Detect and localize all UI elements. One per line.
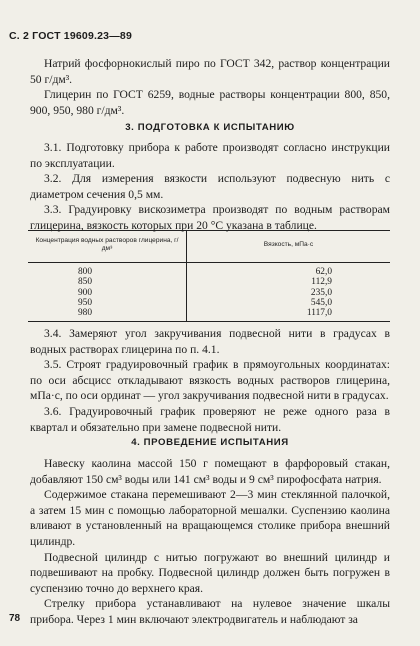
clause-3-3: 3.3. Градуировку вискозиметра производят по водным растворам глицерина, вязкость которых при 20 °С указана в таблице.	[30, 203, 390, 232]
procedure-paragraph: Содержимое стакана перемешивают 2—3 мин стеклянной палочкой, а затем 15 мин с помощью лабораторной мешалки. Суспензию каолина вливают в установленный на вращающемся столике прибора внешний цилиндр.	[30, 488, 390, 548]
table-row	[28, 298, 390, 308]
table-row	[28, 308, 390, 321]
section-4-body	[30, 456, 390, 628]
table-row	[28, 277, 390, 287]
page-number: 78	[9, 613, 21, 624]
clause-3-1: 3.1. Подготовку прибора к работе производят согласно инструкции по эксплуатации.	[30, 141, 390, 170]
table-row	[28, 262, 390, 277]
clause-3-2: 3.2. Для измерения вязкости используют подвесную нить с диаметром сечения 0,5 мм.	[30, 172, 390, 201]
section-3-body-continued	[30, 326, 390, 435]
table-cell-viscosity: 1117,0	[187, 308, 391, 321]
table-cell-concentration: 980	[28, 308, 187, 321]
table-cell-viscosity: 235,0	[310, 287, 332, 298]
table-cell-concentration: 850	[28, 277, 187, 287]
table-cell-viscosity: 62,0	[315, 266, 332, 277]
clause-3-4: 3.4. Замеряют угол закручивания подвесной нити в градусах в водных растворах глицерина по п. 4.1.	[30, 327, 390, 356]
table-header-viscosity: Вязкость, мПа·с	[187, 231, 391, 263]
section-4-title: 4. ПРОВЕДЕНИЕ ИСПЫТАНИЯ	[131, 437, 289, 448]
clause-3-5: 3.5. Строят градуировочный график в прямоугольных координатах: по оси абсцисс откладывают вязкость водных растворов глицерина, мПа·с, по оси ординат — угол закручивания подвесной нити в градусах.	[30, 358, 390, 403]
reagent-glycerin: Глицерин по ГОСТ 6259, водные растворы концентрации 800, 850, 900, 950, 980 г/дм³.	[30, 88, 390, 117]
table-row	[28, 288, 390, 298]
viscosity-table	[28, 230, 390, 322]
table-header-concentration: Концентрация водных растворов глицерина, г/дм³	[28, 231, 187, 263]
table-cell-concentration: 950	[28, 298, 187, 308]
table-cell-viscosity: 112,9	[311, 277, 332, 288]
section-3-body	[30, 140, 390, 234]
section-3-title: 3. ПОДГОТОВКА К ИСПЫТАНИЮ	[125, 122, 295, 133]
table-cell-viscosity: 545,0	[310, 298, 332, 309]
page-header: С. 2 ГОСТ 19609.23—89	[9, 30, 132, 42]
table-cell-concentration: 900	[28, 288, 187, 298]
reagent-sodium-pyrophosphate: Натрий фосфорнокислый пиро по ГОСТ 342, раствор концентрации 50 г/дм³.	[30, 57, 390, 86]
reagents-block	[30, 56, 390, 118]
table-cell-concentration: 800	[28, 262, 187, 277]
procedure-paragraph: Навеску каолина массой 150 г помещают в фарфоровый стакан, добавляют 150 см³ воды или 141 см³ воды и 9 см³ пирофосфата натрия.	[30, 457, 390, 486]
viscosity-table-wrap	[28, 230, 388, 322]
clause-3-6: 3.6. Градуировочный график проверяют не реже одного раза в квартал и обязательно при замене подвесной нити.	[30, 404, 390, 434]
procedure-paragraph: Подвесной цилиндр с нитью погружают во внешний цилиндр и подвешивают на пробку. Подвесной цилиндр должен быть погружен в суспензию точно до верхнего края.	[30, 550, 390, 595]
procedure-paragraph: Стрелку прибора устанавливают на нулевое значение шкалы прибора. Через 1 мин включают электродвигатель и наблюдают за	[30, 597, 390, 626]
